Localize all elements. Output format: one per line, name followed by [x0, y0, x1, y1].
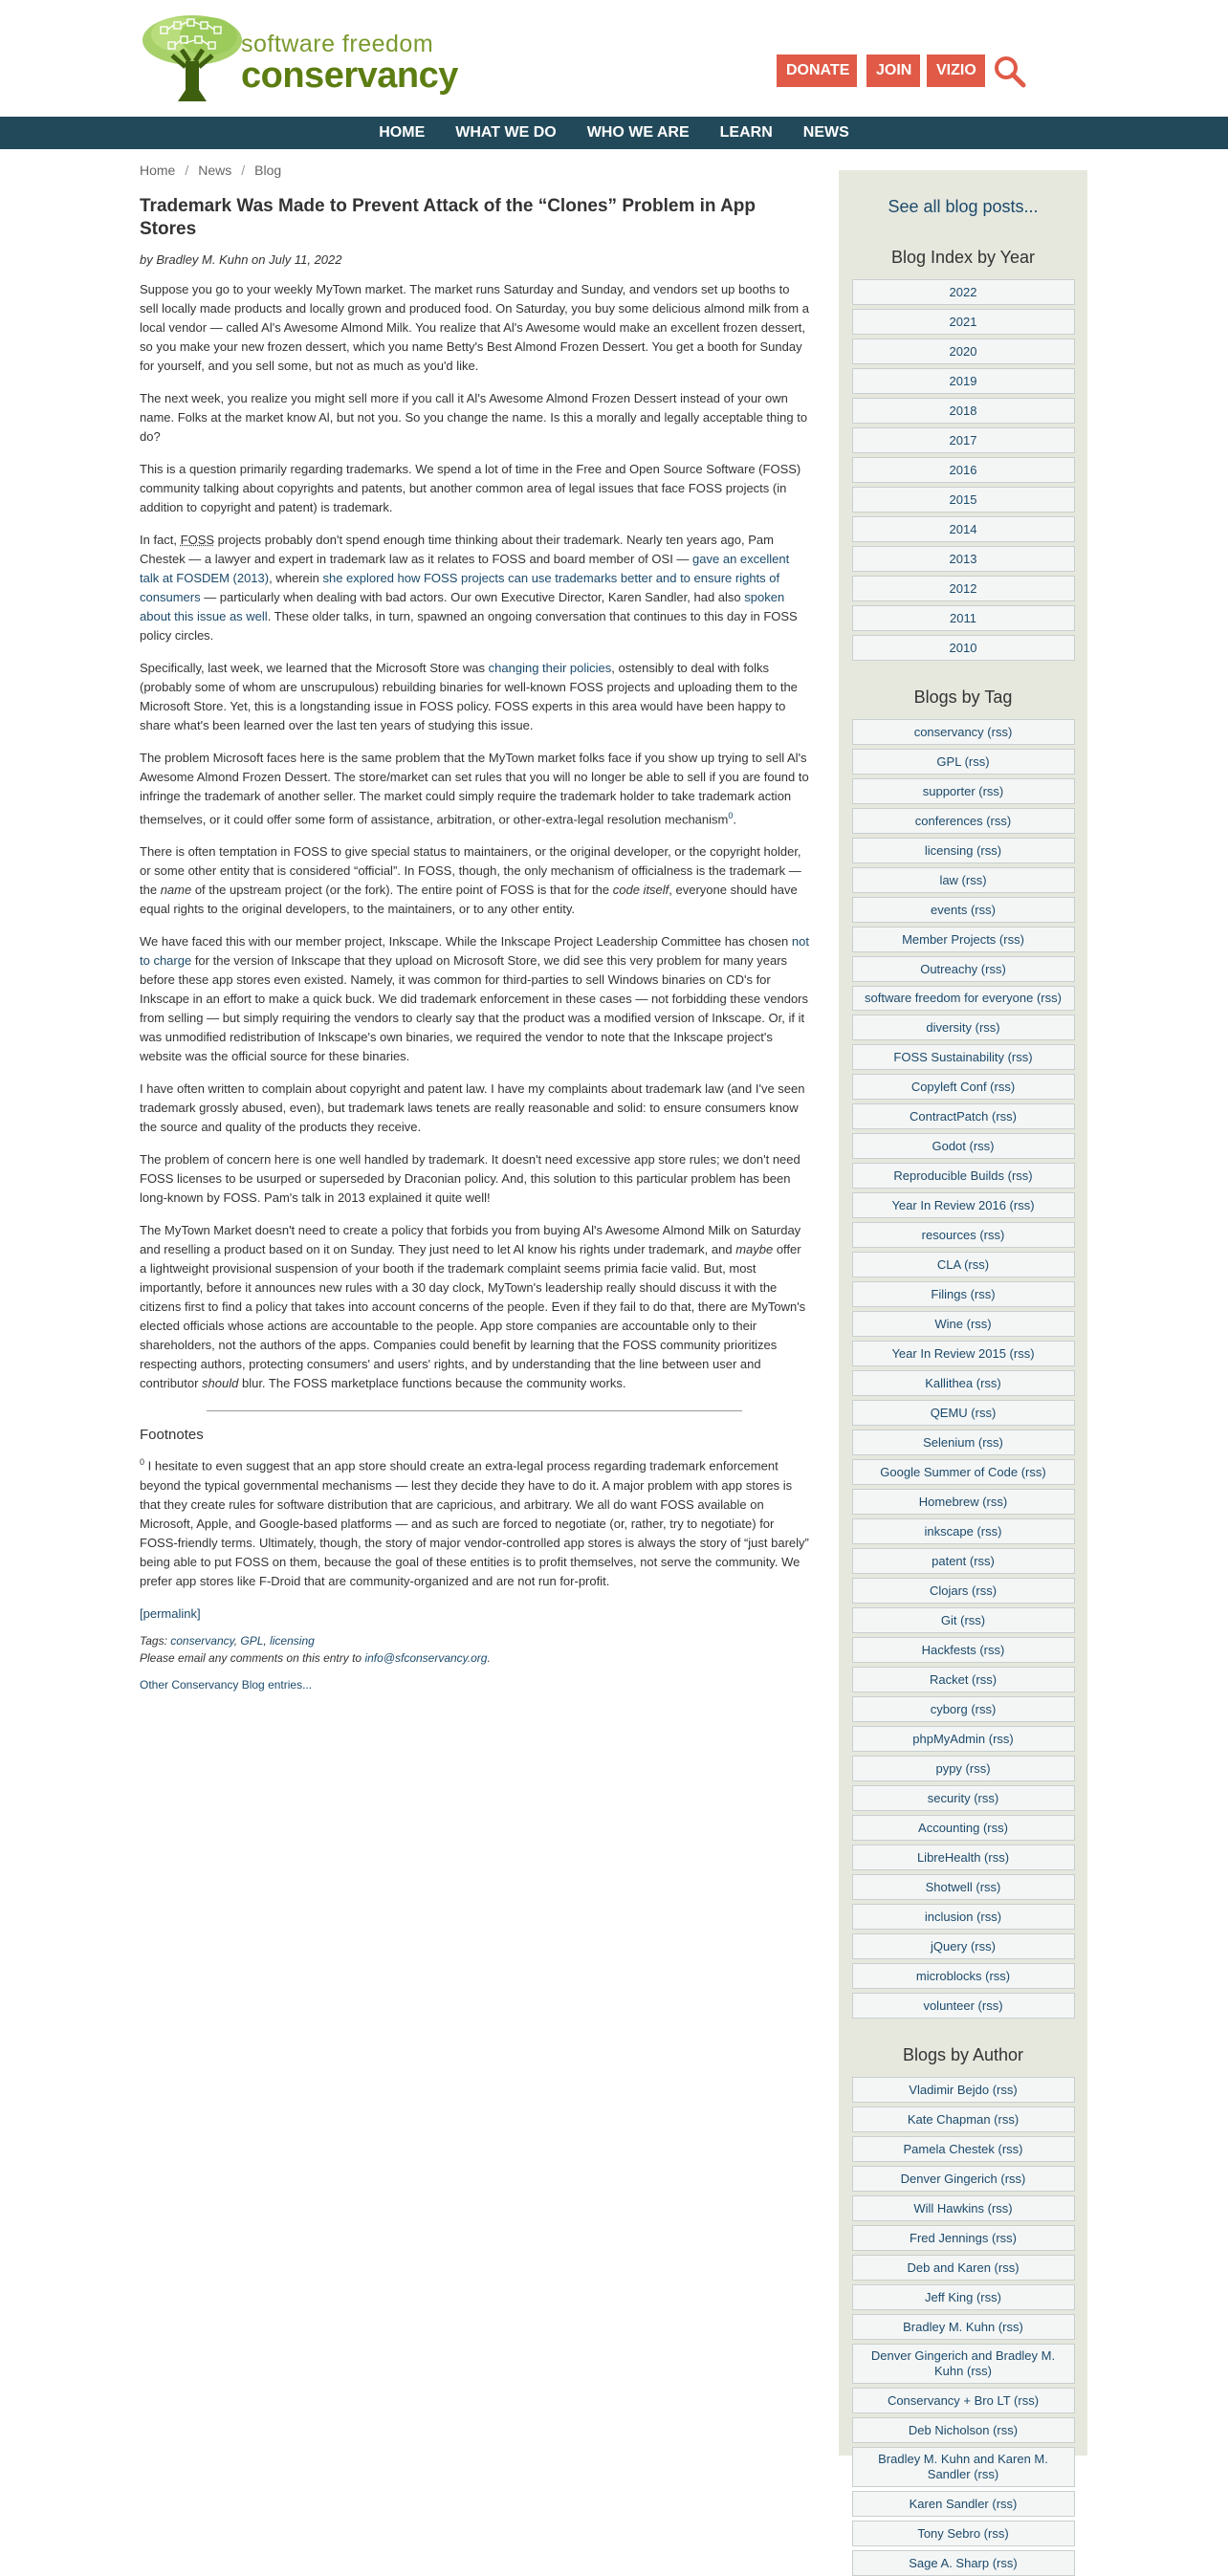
tag-item[interactable]: ContractPatch (rss)	[852, 1103, 1075, 1129]
tag-item[interactable]: Homebrew (rss)	[852, 1489, 1075, 1515]
site-header	[0, 0, 1228, 117]
text-run: , everyone should have equal rights to the original developers, to the maintainers, or to any other entity.	[140, 883, 798, 917]
breadcrumb	[140, 163, 809, 186]
tag-item[interactable]: law (rss)	[852, 867, 1075, 893]
tag-item[interactable]: patent (rss)	[852, 1548, 1075, 1574]
blogs-by-author-heading: Blogs by Author	[902, 2045, 1024, 2064]
tag-item[interactable]: inclusion (rss)	[852, 1904, 1075, 1930]
spoken-about-link[interactable]: spoken about this issue as well	[140, 590, 785, 623]
tag-item[interactable]: cyborg (rss)	[852, 1696, 1075, 1722]
search-icon[interactable]	[993, 55, 1027, 89]
year-item[interactable]: 2021	[852, 309, 1075, 335]
paragraph-11	[140, 1221, 809, 1393]
tag-item[interactable]: Year In Review 2015 (rss)	[852, 1341, 1075, 1366]
text-run: offer a lightweight provisional suspension of your booth if the trademark complaint seems primia facie valid. But, most importantly, before it announces new rules with a 30 day clock, MyTown's leadership really should discuss it with the citizens first to find a policy that takes into account concerns of the people. Even if they fail to do that, there are MyTown's elected officials whose actions are accountable to the people. App store companies are accountable only to their shareholders, not the authors of the apps. Companies could benefit by learning that the FOSS community prioritizes respecting authors, protecting consumers' and users' rights, and by understanding that the line between user and contributor	[140, 1242, 806, 1391]
sidebar	[839, 170, 1087, 2570]
footnotes-heading: Footnotes	[140, 1427, 204, 1444]
tag-item[interactable]: conservancy (rss)	[852, 719, 1075, 745]
tags-label: Tags:	[140, 1633, 171, 1648]
other-entries-link[interactable]: Other Conservancy Blog entries...	[140, 1677, 313, 1692]
logo-text-top: software freedom	[241, 31, 434, 57]
tag-item[interactable]: Copyleft Conf (rss)	[852, 1074, 1075, 1100]
author-item[interactable]: Conservancy + Bro LT (rss)	[852, 2388, 1075, 2413]
year-item[interactable]: 2014	[852, 516, 1075, 542]
author-item[interactable]: Vladimir Bejdo (rss)	[852, 2077, 1075, 2103]
paragraph-9: I have often written to complain about copyright and patent law. I have my complaints about trademark law (and I've seen trademark grossly abused, even), but trademark laws tenets are really reasonable and solid: to ensure consumers know the source and quality of the products they receive.	[140, 1081, 805, 1135]
tag-item[interactable]: phpMyAdmin (rss)	[852, 1726, 1075, 1752]
logo-text-bottom: conservancy	[241, 55, 458, 96]
tag-item[interactable]: Reproducible Builds (rss)	[852, 1163, 1075, 1189]
tag-link[interactable]: conservancy	[170, 1633, 234, 1648]
tag-item[interactable]: resources (rss)	[852, 1222, 1075, 1248]
paragraph-1: Suppose you go to your weekly MyTown market. The market runs Saturday and Sunday, and vendors set up booths to sell locally made products and locally grown and produced food. On Saturday, you buy some delicious almond milk from a local vendor — called Al's Awesome Almond Milk. You realize that Al's Awesome would make an excellent frozen dessert, so you make your new frozen dessert, which you name Betty's Best Almond Frozen Dessert. You get a booth for Sunday for yourself, and you sell some, but not as much as you'd like.	[140, 282, 809, 373]
breadcrumb-separator: /	[185, 163, 189, 178]
paragraph-3: This is a question primarily regarding trademarks. We spend a lot of time in the Free and Open Source Software (FOSS) community talking about copyrights and patents, but another common area of legal issues that face FOSS projects (in addition to copyright and patent) is trademark.	[140, 462, 801, 514]
tag-item[interactable]: supporter (rss)	[852, 778, 1075, 804]
tag-item[interactable]: conferences (rss)	[852, 808, 1075, 834]
year-item[interactable]: 2010	[852, 635, 1075, 661]
permalink-link[interactable]: [permalink]	[140, 1605, 201, 1621]
tag-item[interactable]: QEMU (rss)	[852, 1400, 1075, 1426]
nav-learn[interactable]: LEARN	[719, 124, 773, 141]
paragraph-6	[140, 749, 809, 829]
text-run: , wherein	[269, 571, 323, 585]
text-run: In fact,	[140, 533, 181, 547]
tags-line: Tags: conservancy, GPL, licensing	[140, 1633, 315, 1648]
tag-item[interactable]: Clojars (rss)	[852, 1578, 1075, 1604]
text-run: , ostensibly to deal with folks (probably some of whom are unscrupulous) rebuilding binaries for well-known FOSS projects and uploading them to the Microsoft Store. Yet, this is a longstanding issue in FOSS policy. FOSS experts in this area would have been happy to share what's been learned over the last ten years of studying this issue.	[140, 661, 798, 732]
email-suffix: .	[487, 1650, 491, 1665]
tag-item[interactable]: Wine (rss)	[852, 1311, 1075, 1337]
footnote-0	[140, 1452, 809, 1590]
year-item[interactable]: 2012	[852, 576, 1075, 601]
author-item[interactable]: Denver Gingerich and Bradley M. Kuhn (rss)	[852, 2344, 1075, 2384]
author-item[interactable]: Deb Nicholson (rss)	[852, 2417, 1075, 2443]
text-run: The MyTown Market doesn't need to create a policy that forbids you from buying Al's Awesome Almond Milk on Saturday and reselling a product based on it on Sunday. They just need to let Al know his rights under trademark, and	[140, 1223, 801, 1257]
logo[interactable]	[140, 13, 458, 105]
paragraph-7	[140, 842, 809, 919]
tag-link[interactable]: licensing	[270, 1633, 315, 1648]
tag-item[interactable]: diversity (rss)	[852, 1015, 1075, 1040]
tag-item[interactable]: software freedom for everyone (rss)	[852, 986, 1075, 1011]
blogs-by-tag-heading: Blogs by Tag	[913, 688, 1013, 707]
email-prefix: Please email any comments on this entry to	[140, 1650, 365, 1665]
tag-item[interactable]: Year In Review 2016 (rss)	[852, 1192, 1075, 1218]
tag-item[interactable]: microblocks (rss)	[852, 1963, 1075, 1989]
permalink	[140, 1606, 809, 1621]
tag-list	[850, 719, 1076, 2019]
tag-item[interactable]: Filings (rss)	[852, 1281, 1075, 1307]
text-run: There is often temptation in FOSS to give special status to maintainers, or the original developer, or the copyright holder, or some other entity that is considered “official”. In FOSS, though, the only mechanism of officialness is the trademark — the	[140, 844, 801, 898]
footnote-marker: 0	[140, 1457, 145, 1468]
tag-item[interactable]: jQuery (rss)	[852, 1933, 1075, 1959]
text-run: projects probably don't spend enough time thinking about their trademark. Nearly ten years ago, Pam Chestek — a lawyer and expert in trademark law as it relates to FOSS and board member of OSI —	[140, 533, 774, 566]
article-title: Trademark Was Made to Prevent Attack of the “Clones” Problem in App Stores	[140, 196, 757, 239]
email-link[interactable]: info@sfconservancy.org	[364, 1650, 488, 1665]
year-item[interactable]: 2018	[852, 398, 1075, 424]
nav-who-we-are[interactable]: WHO WE ARE	[586, 124, 690, 141]
vizio-button[interactable]: VIZIO	[927, 55, 985, 87]
text-run: blur. The FOSS marketplace functions because the community works.	[238, 1376, 626, 1391]
tag-item[interactable]: events (rss)	[852, 897, 1075, 923]
tag-item[interactable]: security (rss)	[852, 1785, 1075, 1811]
paragraph-2: The next week, you realize you might sell more if you call it Al's Awesome Almond Frozen Dessert instead of your own name. Folks at the market know Al, but not you. So you change the name. Is this a morally and legally acceptable thing to do?	[140, 391, 808, 444]
nav-what-we-do[interactable]: WHAT WE DO	[455, 124, 557, 141]
author-item[interactable]: Karen Sandler (rss)	[852, 2491, 1075, 2517]
breadcrumb-news[interactable]: News	[198, 163, 232, 178]
changing-policies-link[interactable]: changing their policies	[488, 661, 612, 675]
paragraph-10: The problem of concern here is one well handled by trademark. It doesn't need excessive app store rules; we don't need FOSS licenses to be usurped or superseded by Draconian policy. And, this solution to this particular problem has been long-known by FOSS. Pam's talk in 2013 explained it quite well!	[140, 1152, 800, 1206]
not-to-charge-link[interactable]: not to charge	[140, 934, 809, 969]
tag-item[interactable]: Outreachy (rss)	[852, 956, 1075, 982]
breadcrumb-home[interactable]: Home	[140, 163, 176, 178]
tag-item[interactable]: pypy (rss)	[852, 1756, 1075, 1781]
nav-home[interactable]: HOME	[379, 124, 426, 141]
main-nav	[0, 117, 1228, 149]
year-item[interactable]: 2016	[852, 457, 1075, 483]
tag-item[interactable]: Google Summer of Code (rss)	[852, 1459, 1075, 1485]
footnote-text: I hesitate to even suggest that an app store should create an extra-legal process regarding trademark enforcement beyond the typical governmental mechanisms — lest they decide they have to do it. A major problem with app stores is that they create rules for software distribution that are capricious, and arbitrary. We all do want FOSS available on Microsoft, Apple, and Google-based platforms — and as such are forced to negotiate (or, rather, try to negotiate) for FOSS-friendly terms. Ultimately, though, the story of major vendor-controlled app stores is always the story of “just barely” being able to put FOSS on them, because the goal of these entities is to profit themselves, not serve the community. We prefer app stores like F-Droid that are community-organized and are not run for-profit.	[140, 1458, 809, 1588]
tag-item[interactable]: Git (rss)	[852, 1607, 1075, 1633]
footnotes-divider	[207, 1410, 742, 1411]
author-item[interactable]: Bradley M. Kuhn and Karen M. Sandler (rss)	[852, 2447, 1075, 2487]
author-item[interactable]: Fred Jennings (rss)	[852, 2225, 1075, 2251]
breadcrumb-blog[interactable]: Blog	[254, 163, 282, 178]
tag-item[interactable]: Member Projects (rss)	[852, 927, 1075, 952]
author-item[interactable]: Will Hawkins (rss)	[852, 2195, 1075, 2221]
breadcrumb-separator: /	[241, 163, 246, 178]
see-all-posts	[850, 197, 1076, 217]
emphasis: should	[202, 1376, 239, 1391]
tag-item[interactable]: FOSS Sustainability (rss)	[852, 1044, 1075, 1070]
tag-item[interactable]: Godot (rss)	[852, 1133, 1075, 1159]
text-run: — particularly when dealing with bad actors. Our own Executive Director, Karen Sandler, had also	[200, 590, 745, 604]
tag-item[interactable]: Hackfests (rss)	[852, 1637, 1075, 1663]
text-run: The problem Microsoft faces here is the same problem that the MyTown market folks face if you show up trying to sell Al's Awesome Almond Frozen Dessert. The store/market can set rules that you will no longer be able to sell if you are found to infringe the trademark of another seller. The market could simply require the trademark holder to take trademark action themselves, or it could offer some form of assistance, arbitration, or other-extra-legal resolution mechanism	[140, 751, 809, 827]
email-line	[140, 1651, 809, 1665]
fosdem-talk-link[interactable]: gave an excellent talk at FOSDEM (2013)	[140, 552, 790, 585]
tag-link[interactable]: GPL	[240, 1633, 264, 1648]
author-item[interactable]: Sage A. Sharp (rss)	[852, 2550, 1075, 2576]
paragraph-8	[140, 932, 809, 1066]
tree-logo-icon	[140, 13, 245, 105]
text-run: .	[733, 812, 737, 827]
tag-item[interactable]: Selenium (rss)	[852, 1430, 1075, 1455]
donate-button[interactable]: DONATE	[777, 55, 857, 87]
author-item[interactable]: Kate Chapman (rss)	[852, 2107, 1075, 2132]
year-item[interactable]: 2019	[852, 368, 1075, 394]
paragraph-4	[140, 531, 809, 645]
year-item[interactable]: 2022	[852, 279, 1075, 305]
tag-item[interactable]: Kallithea (rss)	[852, 1370, 1075, 1396]
footnote-ref-link[interactable]: 0	[728, 811, 734, 820]
tag-item[interactable]: CLA (rss)	[852, 1252, 1075, 1277]
author-item[interactable]: Jeff King (rss)	[852, 2284, 1075, 2310]
join-button[interactable]: JOIN	[866, 55, 920, 87]
tag-item[interactable]: licensing (rss)	[852, 838, 1075, 863]
other-entries	[140, 1678, 809, 1692]
text-run: Specifically, last week, we learned that the Microsoft Store was	[140, 661, 489, 675]
tag-item[interactable]: Accounting (rss)	[852, 1815, 1075, 1841]
year-item[interactable]: 2015	[852, 487, 1075, 513]
year-list	[850, 279, 1076, 661]
author-item[interactable]: Deb and Karen (rss)	[852, 2255, 1075, 2281]
text-run: . These older talks, in turn, spawned an ongoing conversation that continues to this day in FOSS policy circles.	[140, 609, 798, 643]
see-all-posts-link[interactable]: See all blog posts...	[888, 197, 1039, 216]
emphasis: maybe	[735, 1242, 774, 1257]
tag-item[interactable]: inkscape (rss)	[852, 1518, 1075, 1544]
year-item[interactable]: 2020	[852, 338, 1075, 364]
text-run: for the version of Inkscape that they upload on Microsoft Store, we did see this very problem for many years before these app stores even existed. Namely, it was common for third-parties to sell Windows binaries on CD's for Inkscape in an effort to make a quick buck. We did trademark enforcement in these cases — not forbidding these vendors from selling — but simply requiring the vendors to clearly say that the product was a modified version of Inkscape. Or, if it was unmodified redistribution of Inkscape's own binaries, we required the vendor to note that the Inkscape project's website was the official source for these binaries.	[140, 953, 809, 1064]
tag-item[interactable]: GPL (rss)	[852, 749, 1075, 775]
emphasis: code itself	[612, 883, 669, 898]
paragraph-5	[140, 659, 809, 735]
year-item[interactable]: 2017	[852, 427, 1075, 453]
author-list	[850, 2077, 1076, 2576]
text-run: We have faced this with our member project, Inkscape. While the Inkscape Project Leadership Committee has chosen	[140, 934, 792, 950]
tag-item[interactable]: Racket (rss)	[852, 1667, 1075, 1692]
author-item[interactable]: Pamela Chestek (rss)	[852, 2136, 1075, 2162]
tag-item[interactable]: LibreHealth (rss)	[852, 1845, 1075, 1870]
year-item[interactable]: 2013	[852, 546, 1075, 572]
trademarks-link[interactable]: she explored how FOSS projects can use trademarks better and to ensure rights of consumers	[140, 571, 780, 604]
tag-item[interactable]: Shotwell (rss)	[852, 1874, 1075, 1900]
article-main	[140, 163, 809, 1692]
nav-list	[0, 117, 1228, 149]
author-item[interactable]: Bradley M. Kuhn (rss)	[852, 2314, 1075, 2340]
nav-news[interactable]: NEWS	[802, 124, 849, 141]
emphasis: name	[160, 883, 192, 898]
text-run: of the upstream project (or the fork). The entire point of FOSS is that for the	[191, 883, 613, 898]
blog-index-heading: Blog Index by Year	[890, 248, 1036, 267]
foss-abbr: FOSS	[180, 533, 215, 547]
author-item[interactable]: Denver Gingerich (rss)	[852, 2166, 1075, 2192]
article-byline: by Bradley M. Kuhn on July 11, 2022	[140, 252, 342, 267]
tag-item[interactable]: volunteer (rss)	[852, 1993, 1075, 2019]
author-item[interactable]: Tony Sebro (rss)	[852, 2521, 1075, 2546]
year-item[interactable]: 2011	[852, 605, 1075, 631]
